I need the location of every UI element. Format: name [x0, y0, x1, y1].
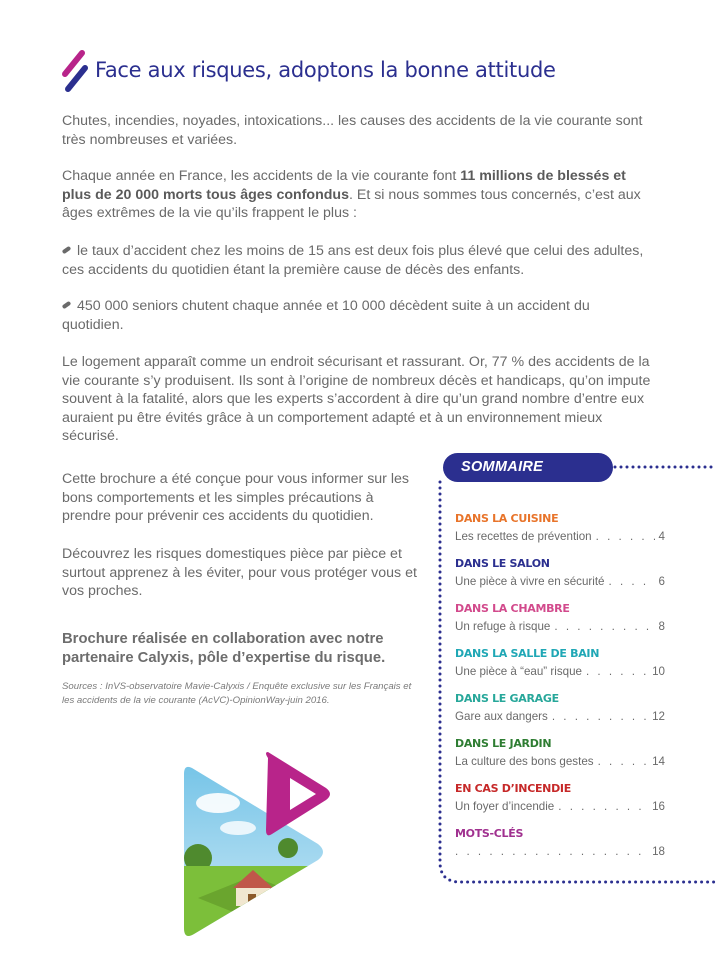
toc-section-title: DANS LE GARAGE [455, 692, 559, 705]
bullet-icon [62, 301, 72, 309]
toc-page-number: 6 [658, 575, 665, 588]
bullet-icon [62, 246, 72, 254]
toc-entry[interactable] [455, 557, 665, 602]
toc-section-title: DANS LA CUISINE [455, 512, 559, 525]
toc-page-number: 12 [652, 710, 665, 723]
brochure-discover: Découvrez les risques domestiques pièce par pièce et surtout apprenez à les éviter, pour vous protéger vous et vos proches. [62, 546, 417, 599]
toc-page-number: 8 [658, 620, 665, 633]
toc-entry[interactable] [455, 782, 665, 827]
toc-leader-dots [586, 664, 648, 680]
toc-leader-dots [455, 844, 648, 860]
toc-label: Une pièce à vivre en sécurité [455, 575, 605, 588]
toc-entry[interactable] [455, 827, 665, 872]
toc-entry[interactable] [455, 512, 665, 557]
double-slash-icon [60, 48, 90, 94]
toc-entry[interactable] [455, 692, 665, 737]
toc-line [455, 529, 665, 545]
toc-section-title: DANS LE JARDIN [455, 737, 552, 750]
toc-section-title: EN CAS D’INCENDIE [455, 782, 571, 795]
table-of-contents [455, 512, 665, 872]
toc-line [455, 709, 665, 725]
toc-leader-dots [609, 574, 655, 590]
page-title: Face aux risques, adoptons la bonne attitude [95, 58, 556, 82]
bullet-seniors: 450 000 seniors chutent chaque année et 10 000 décèdent suite à un accident du quotidien. [62, 298, 590, 333]
toc-line [455, 799, 665, 815]
toc-leader-dots [552, 709, 648, 725]
toc-leader-dots [596, 529, 655, 545]
toc-label: La culture des bons gestes [455, 755, 594, 768]
house-in-play-triangle-icon [178, 748, 338, 948]
toc-line [455, 844, 665, 860]
sommaire-heading-label: SOMMAIRE [461, 459, 544, 475]
brochure-purpose: Cette brochure a été conçue pour vous informer sur les bons comportements et les simples précautions à prendre pour prévenir ces accidents du quotidien. [62, 471, 409, 524]
toc-section-title: MOTS-CLÉS [455, 827, 524, 840]
intro-paragraph-1: Chutes, incendies, noyades, intoxications... les causes des accidents de la vie courante sont très nombreuses et variées. [62, 113, 643, 148]
sources-note: Sources : InVS-observatoire Mavie-Calyxis / Enquête exclusive sur les Français et les accidents de la vie courante (AcVC)-OpinionWay-juin 2016. [62, 681, 412, 706]
toc-entry[interactable] [455, 737, 665, 782]
sommaire-heading [443, 453, 613, 482]
toc-page-number: 16 [652, 800, 665, 813]
key-figures: 11 millions de blessés et plus de 20 000 morts tous âges confondus [62, 168, 626, 203]
toc-page-number: 10 [652, 665, 665, 678]
partner-note: Brochure réalisée en collaboration avec notre partenaire Calyxis, pôle d’expertise du risque. [62, 631, 386, 666]
toc-entry[interactable] [455, 602, 665, 647]
toc-leader-dots [598, 754, 649, 770]
toc-label: Un refuge à risque [455, 620, 551, 633]
toc-label: Gare aux dangers [455, 710, 548, 723]
toc-label: Les recettes de prévention [455, 530, 592, 543]
toc-page-number: 14 [652, 755, 665, 768]
toc-page-number: 4 [658, 530, 665, 543]
toc-line [455, 574, 665, 590]
toc-leader-dots [554, 619, 654, 635]
toc-line [455, 754, 665, 770]
toc-line [455, 619, 665, 635]
toc-entry[interactable] [455, 647, 665, 692]
intro-paragraph-2: Chaque année en France, les accidents de la vie courante font 11 millions de blessés et plus de 20 000 morts tous âges confondus. Et si nous sommes tous concernés, c’est aux âges extrêmes de la vie qu’ils frappent le plus : [62, 168, 641, 221]
toc-section-title: DANS LA CHAMBRE [455, 602, 570, 615]
toc-page-number: 18 [652, 845, 665, 858]
toc-leader-dots [558, 799, 648, 815]
toc-label: Un foyer d’incendie [455, 800, 555, 813]
toc-label: Une pièce à “eau” risque [455, 665, 582, 678]
bullet-children: le taux d’accident chez les moins de 15 ans est deux fois plus élevé que celui des adultes, ces accidents du quotidien étant la première cause de décès des enfants. [62, 243, 644, 278]
intro-paragraph-3: Le logement apparaît comme un endroit sécurisant et rassurant. Or, 77 % des accidents de la vie courante s’y produisent. Ils sont à l’origine de nombreux décès et handicaps, qu’on impute souvent à la fatalité, alors que les experts s’accordent à dire qu’un grand nombre d’entre eux auraient pu être évités grâce à un comportement adapté et à un environnement mieux sécurisé. [62, 354, 651, 444]
toc-section-title: DANS LA SALLE DE BAIN [455, 647, 600, 660]
toc-line [455, 664, 665, 680]
toc-section-title: DANS LE SALON [455, 557, 550, 570]
